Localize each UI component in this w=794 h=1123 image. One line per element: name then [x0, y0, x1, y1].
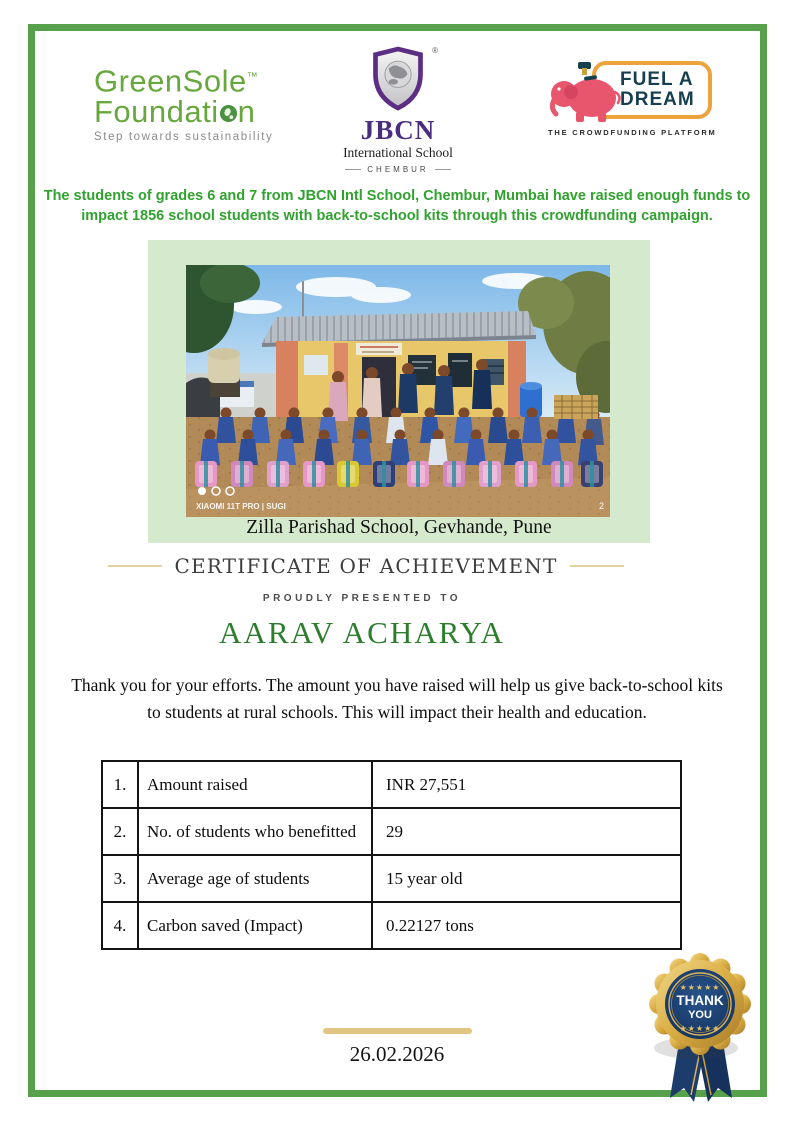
- row-value: 0.22127 tons: [372, 902, 681, 949]
- school-photo: [186, 265, 610, 517]
- greensole-wordmark-line1: GreenSole™: [94, 63, 259, 99]
- row-number: 2.: [102, 808, 138, 855]
- badge-you: YOU: [688, 1009, 712, 1021]
- globe-icon: [385, 61, 411, 87]
- impact-table: [101, 760, 682, 950]
- thank-you-message: Thank you for your efforts. The amount you have raised will help us give back-to-school kits to students at rural schools. This will impact their health and education.: [71, 675, 723, 722]
- badge-stars-top: ★★★★★: [679, 983, 721, 992]
- date-rule: [323, 1028, 472, 1034]
- shield-icon: [368, 46, 428, 112]
- row-label: Average age of students: [138, 855, 372, 902]
- row-label: Carbon saved (Impact): [138, 902, 372, 949]
- registered-symbol: ®: [432, 46, 438, 55]
- thank-you-badge: [644, 952, 758, 1108]
- campaign-summary: The students of grades 6 and 7 from JBCN Intl School, Chembur, Mumbai have raised enough funds to impact 1856 school students with back-to-school kits through this crowdfunding campaign.: [43, 188, 751, 224]
- coin-hand-icon: [578, 62, 591, 75]
- jbcn-logo: [336, 46, 460, 174]
- certificate-title-row: [108, 554, 624, 578]
- row-label: Amount raised: [138, 761, 372, 808]
- fueladream-logo: [548, 60, 718, 137]
- dash-divider: [435, 169, 451, 170]
- elephant-icon: [548, 60, 628, 124]
- certificate-title: CERTIFICATE OF ACHIEVEMENT: [174, 554, 558, 578]
- greensole-wordmark-line2: Foundati n: [94, 94, 256, 130]
- recipient-name: AARAV ACHARYA: [219, 615, 505, 650]
- row-value: INR 27,551: [372, 761, 681, 808]
- title-rule-right: [570, 565, 624, 567]
- badge-thank: THANK: [676, 993, 724, 1008]
- photo-card: [148, 240, 650, 543]
- presented-to-label: PROUDLY PRESENTED TO: [262, 593, 462, 604]
- row-label: No. of students who benefitted: [138, 808, 372, 855]
- carousel-dot-active: [198, 487, 206, 495]
- footprint-icon: [219, 104, 238, 123]
- camera-watermark: XIAOMI 11T PRO | SUGI: [196, 502, 286, 511]
- fueladream-wordmark: FUEL A DREAM: [592, 61, 712, 119]
- water-tank: [208, 348, 240, 397]
- fueladream-lockup: [548, 60, 718, 124]
- fueladream-tagline: THE CROWDFUNDING PLATFORM: [548, 128, 717, 137]
- table-row: [102, 761, 681, 808]
- row-number: 3.: [102, 855, 138, 902]
- photo-caption: Zilla Parishad School, Gevhande, Pune: [246, 517, 552, 538]
- table-row: [102, 808, 681, 855]
- trademark-symbol: ™: [246, 71, 259, 83]
- certificate-date: 26.02.2026: [349, 1042, 445, 1066]
- table-row: [102, 902, 681, 949]
- row-number: 4.: [102, 902, 138, 949]
- badge-stars-bottom: ★★★★★: [679, 1024, 721, 1033]
- dash-divider: [345, 169, 361, 170]
- photo-corner-number: 2: [598, 501, 604, 511]
- jbcn-school-line: International School: [343, 145, 453, 160]
- table-row: [102, 855, 681, 902]
- greensole-tagline: Step towards sustainability: [94, 131, 274, 144]
- jbcn-chembur-line: CHEMBUR: [336, 165, 460, 174]
- row-number: 1.: [102, 761, 138, 808]
- woven-mat: [554, 395, 598, 419]
- jbcn-wordmark: JBCN: [360, 115, 436, 145]
- row-value: 15 year old: [372, 855, 681, 902]
- row-value: 29: [372, 808, 681, 855]
- title-rule-left: [108, 565, 162, 567]
- greensole-logo: [94, 62, 273, 143]
